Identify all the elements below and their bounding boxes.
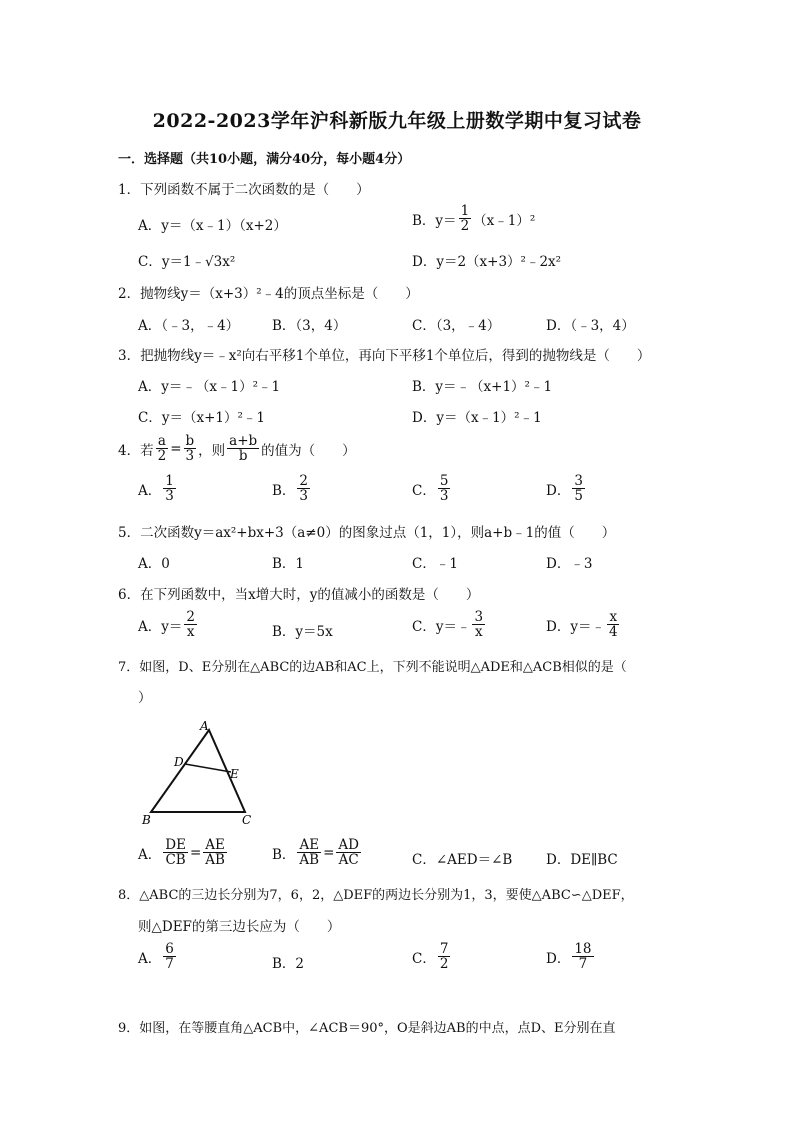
q8-option-c[interactable]: [412, 942, 452, 971]
q7-stem-cont: ）: [138, 690, 152, 706]
q8-c-label: C．: [412, 950, 436, 967]
q4-c-fraction: [438, 474, 451, 503]
q4-f2-den: 3: [185, 448, 195, 465]
q7-stem: 7．如图，D、E分别在△ABC的边AB和AC上，下列不能说明△ADE和△ACB相似的是（: [118, 660, 627, 675]
q1-b-fraction: [459, 204, 472, 233]
q6-d-fraction: [607, 610, 620, 639]
q4-f2-num: b: [185, 433, 195, 449]
q7-a-num1: DE: [165, 837, 186, 853]
q7-b-fraction-2: [336, 838, 361, 867]
vertex-b-label: B: [142, 813, 151, 827]
q4-stem: [118, 434, 356, 463]
q2-option-d[interactable]: D．（﹣3，4）: [546, 318, 635, 334]
q7-a-den1: CB: [165, 852, 186, 869]
q4-b-label: B．: [272, 482, 296, 499]
q2-stem: 2．抛物线y＝（x+3）²﹣4的顶点坐标是（ ）: [118, 286, 419, 302]
q7-option-b[interactable]: [272, 838, 363, 867]
q5-option-a[interactable]: A．0: [138, 556, 170, 572]
vertex-c-label: C: [242, 813, 252, 827]
q6-option-d[interactable]: [546, 610, 622, 639]
q8-a-label: A．: [138, 950, 162, 967]
q4-fraction-a2: [156, 434, 169, 463]
q1-b-prefix: B．y＝: [412, 212, 457, 229]
q4-c-den: 3: [439, 488, 449, 505]
q5-option-b[interactable]: B．1: [272, 556, 305, 572]
section-heading: 一．选择题（共10小题，满分40分，每小题4分）: [118, 152, 411, 167]
q6-c-den: x: [474, 624, 483, 641]
q7-b-den1: AB: [299, 852, 320, 869]
q8-d-den: 7: [578, 956, 588, 973]
q8-d-fraction: [572, 942, 593, 971]
q1-option-b[interactable]: [412, 204, 535, 233]
q8-d-num: 18: [574, 941, 592, 957]
q1-option-c[interactable]: C．y＝1﹣√3x²: [138, 254, 236, 270]
q4-a-fraction: [163, 474, 176, 503]
q8-c-den: 2: [439, 956, 449, 973]
q6-a-den: x: [186, 624, 195, 641]
q4-option-c[interactable]: [412, 474, 452, 503]
q7-option-c[interactable]: C．∠AED＝∠B: [412, 852, 513, 868]
q6-a-num: 2: [186, 609, 195, 625]
q4-d-fraction: [572, 474, 585, 503]
q6-a-fraction: [184, 610, 197, 639]
q4-d-den: 5: [574, 488, 583, 505]
q3-option-a[interactable]: A．y＝﹣（x﹣1）²﹣1: [138, 379, 281, 395]
q6-c-fraction: [472, 610, 485, 639]
q6-stem: 6．在下列函数中，当x增大时，y的值减小的函数是（ ）: [118, 587, 480, 603]
q4-d-label: D．: [546, 482, 571, 499]
q8-a-den: 7: [165, 956, 174, 973]
q4-a-den: 3: [165, 488, 174, 505]
q4-option-b[interactable]: [272, 474, 312, 503]
q8-c-num: 7: [439, 941, 449, 957]
q5-option-d[interactable]: D．﹣3: [546, 556, 593, 572]
q2-option-b[interactable]: B．（3，4）: [272, 318, 347, 334]
vertex-d-label: D: [174, 755, 184, 769]
q1-option-d[interactable]: D．y＝2（x+3）²﹣2x²: [412, 254, 562, 270]
q8-stem-cont: 则△DEF的第三边长应为（ ）: [138, 919, 341, 935]
q4-option-a[interactable]: [138, 474, 178, 503]
q8-option-d[interactable]: [546, 942, 596, 971]
q1-b-den: 2: [460, 218, 470, 235]
q4-b-num: 2: [299, 473, 309, 489]
q6-c-prefix: C．y＝﹣: [412, 618, 471, 635]
q4-fraction-target: [227, 434, 259, 463]
q7-b-num2: AD: [338, 837, 359, 853]
q7-option-a[interactable]: [138, 838, 229, 867]
q7-a-num2: AE: [205, 837, 225, 853]
q7-a-fraction-1: [163, 838, 188, 867]
q4-a-num: 1: [165, 473, 174, 489]
q4-equals: =: [170, 440, 182, 457]
q4-option-d[interactable]: [546, 474, 587, 503]
q8-d-label: D．: [546, 950, 571, 967]
q4-a-label: A．: [138, 482, 162, 499]
q5-option-c[interactable]: C．﹣1: [412, 556, 458, 572]
q1-stem: 1．下列函数不属于二次函数的是（ ）: [118, 182, 370, 198]
q6-option-c[interactable]: [412, 610, 487, 639]
q1-option-a[interactable]: A．y＝（x﹣1）（x+2）: [138, 218, 287, 234]
q7-a-equals: =: [189, 844, 202, 861]
q4-suffix: 的值为（ ）: [261, 442, 356, 459]
q3-option-b[interactable]: B．y＝﹣（x+1）²﹣1: [412, 379, 553, 395]
q7-b-fraction-1: [297, 838, 321, 867]
vertex-e-label: E: [230, 767, 239, 781]
q4-f3-den: b: [238, 448, 248, 465]
q8-stem: 8．△ABC的三边长分别为7，6，2，△DEF的两边长分别为1，3，要使△ABC∽△DEF，: [118, 888, 634, 903]
q6-option-b[interactable]: B．y＝5x: [272, 624, 333, 640]
q8-option-b[interactable]: B．2: [272, 956, 305, 972]
q4-c-label: C．: [412, 482, 436, 499]
q7-b-equals: =: [323, 844, 335, 861]
q1-b-num: 1: [460, 203, 470, 219]
exam-title: 2022-2023学年沪科新版九年级上册数学期中复习试卷: [152, 110, 642, 132]
vertex-a-label: A: [200, 719, 209, 733]
q4-f1-num: a: [157, 433, 166, 449]
q6-a-prefix: A．y＝: [138, 618, 183, 635]
q7-triangle-figure: [136, 716, 266, 828]
q7-option-d[interactable]: D．DE∥BC: [546, 852, 618, 868]
q4-fraction-b3: [184, 434, 197, 463]
q1-b-suffix: （x﹣1）²: [473, 212, 536, 229]
q2-option-c[interactable]: C．（3，﹣4）: [412, 318, 501, 334]
q4-f3-num: a+b: [229, 433, 258, 449]
q2-option-a[interactable]: A．（﹣3，﹣4）: [138, 318, 240, 334]
q6-option-a[interactable]: [138, 610, 199, 639]
q3-option-d[interactable]: D．y＝（x﹣1）²﹣1: [412, 410, 542, 426]
q7-a-fraction-2: [203, 838, 227, 867]
q4-b-den: 3: [299, 488, 309, 505]
q4-b-fraction: [297, 474, 310, 503]
q5-stem: 5．二次函数y＝ax²+bx+3（a≠0）的图象过点（1，1），则a+b﹣1的值（ ）: [118, 525, 616, 541]
q4-prefix: 4．若: [118, 442, 154, 459]
q4-d-num: 3: [574, 473, 583, 489]
q7-b-num1: AE: [299, 837, 320, 853]
q8-option-a[interactable]: [138, 942, 178, 971]
q6-d-num: x: [609, 609, 618, 625]
q7-b-label: B．: [272, 846, 296, 863]
q8-a-fraction: [163, 942, 176, 971]
q7-b-den2: AC: [338, 852, 359, 869]
q3-stem: 3．把抛物线y＝﹣x²向右平移1个单位，再向下平移1个单位后，得到的抛物线是（ ）: [118, 348, 651, 364]
q3-option-c[interactable]: C．y＝（x+1）²﹣1: [138, 410, 265, 426]
q4-then: ，则: [198, 442, 226, 459]
q7-a-den2: AB: [205, 852, 225, 869]
q7-a-label: A．: [138, 846, 162, 863]
q6-d-prefix: D．y＝﹣: [546, 618, 605, 635]
q8-c-fraction: [438, 942, 451, 971]
q9-stem: 9．如图，在等腰直角△ACB中，∠ACB＝90°，O是斜边AB的中点，点D、E分别在直: [118, 1021, 616, 1036]
q4-f1-den: 2: [157, 448, 167, 465]
q6-d-den: 4: [608, 624, 618, 641]
q6-c-num: 3: [474, 609, 484, 625]
q8-a-num: 6: [165, 941, 174, 957]
q4-c-num: 5: [439, 473, 449, 489]
